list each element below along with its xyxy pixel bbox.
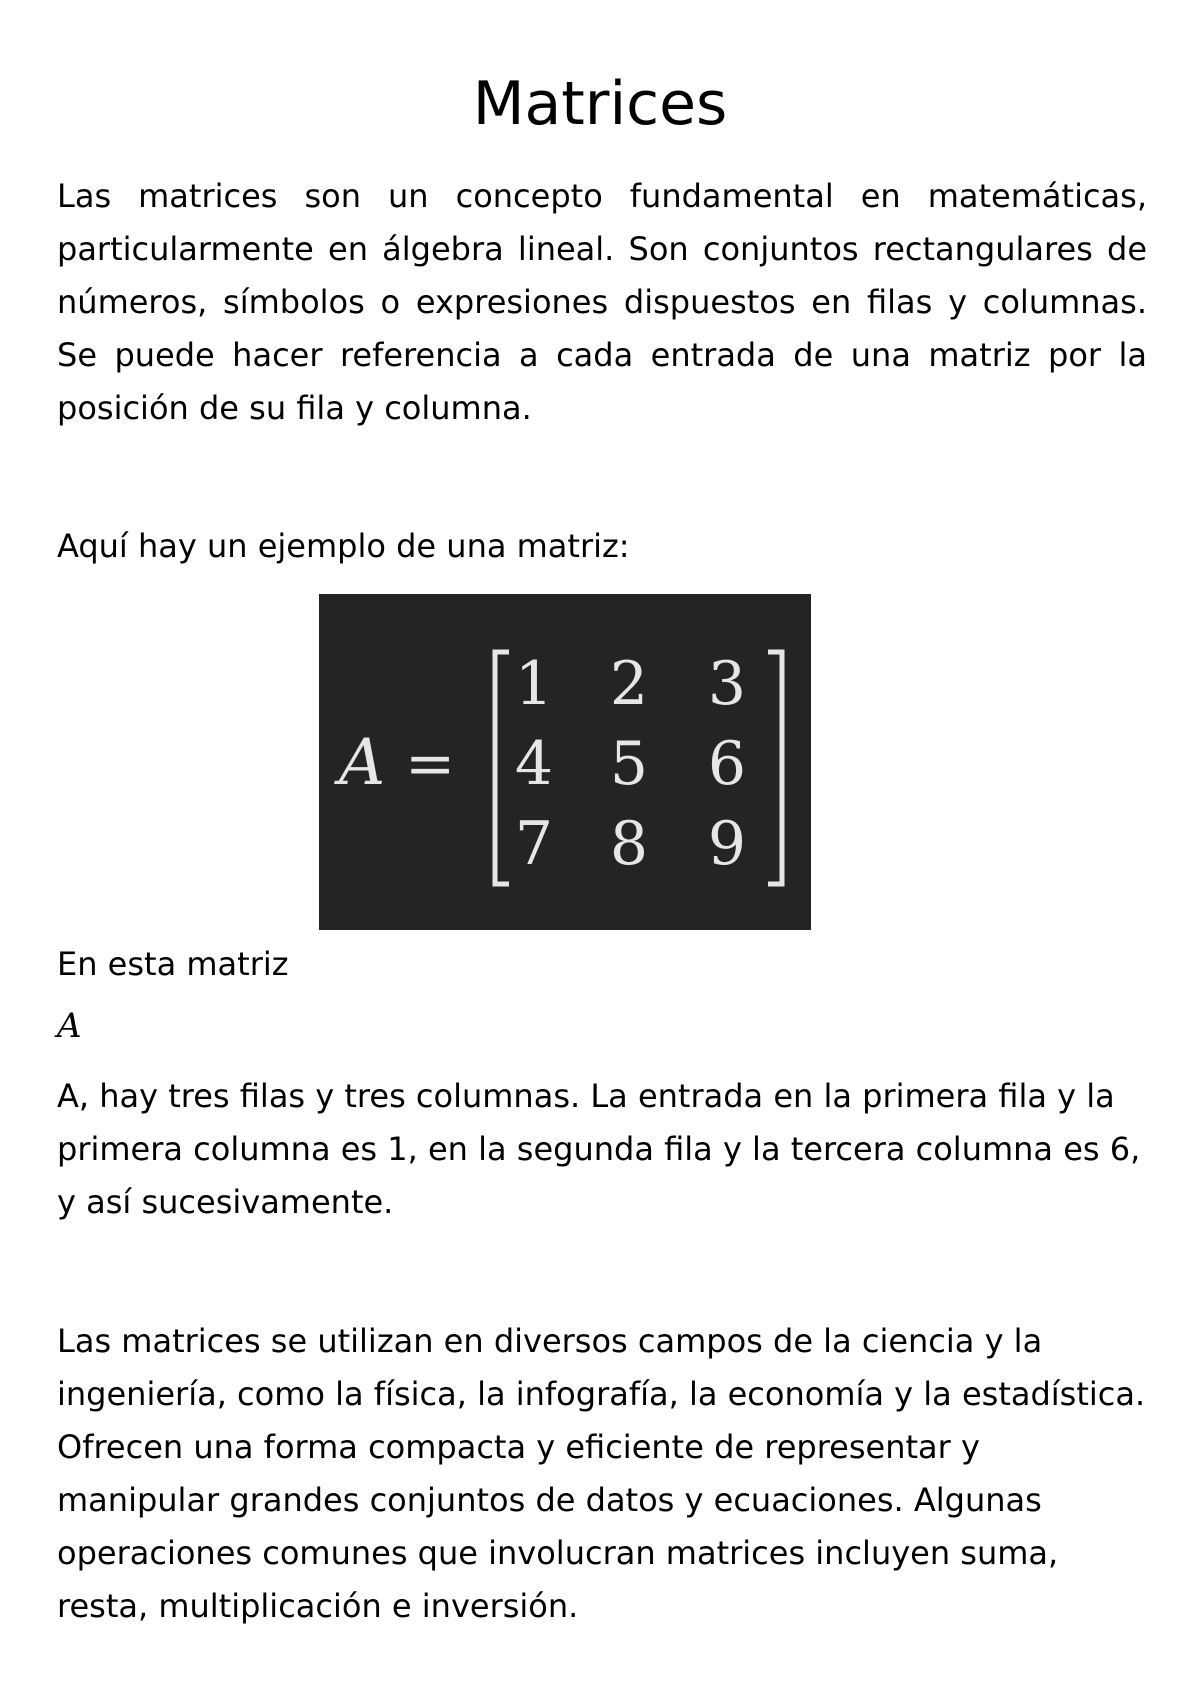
page-title: Matrices <box>472 69 728 139</box>
matrix-entry-r3-c1: 7 <box>514 809 554 879</box>
matrix-figure <box>319 594 811 930</box>
matrix-entry-r1-c1: 1 <box>514 649 554 719</box>
matrix-entry-r3-c3: 9 <box>707 809 747 879</box>
left-bracket <box>495 652 509 884</box>
matrix-explanation-paragraph: A, hay tres filas y tres columnas. La entrada en la primera fila y la primera columna es 1, en la segunda fila y la tercera columna es 6, y así sucesivamente. <box>57 1077 1141 1221</box>
matrix-entry-r2-c2: 5 <box>609 729 649 799</box>
matrix-label: A <box>339 726 386 800</box>
matrix-entry-r1-c2: 2 <box>609 649 649 719</box>
matrix-description-intro: En esta matriz <box>57 945 289 983</box>
matrix-image <box>319 594 811 930</box>
matrix-entry-r2-c1: 4 <box>514 729 554 799</box>
matrix-cells <box>515 649 746 879</box>
example-intro-paragraph: Aquí hay un ejemplo de una matriz: <box>57 527 630 565</box>
math-symbol-a: A <box>57 1006 82 1046</box>
applications-paragraph: Las matrices se utilizan en diversos campos de la ciencia y la ingeniería, como la física, la infografía, la economía y la estadística. Ofrecen una forma compacta y eficiente de representar y manipular grandes conjuntos de datos y ecuaciones. Algunas operaciones comunes que involucran matrices incluyen suma, resta, multiplicación e inversión. <box>57 1322 1146 1625</box>
matrix-entry-r3-c2: 8 <box>609 809 649 879</box>
matrix-equals-sign: = <box>405 729 456 799</box>
matrix-entry-r1-c3: 3 <box>707 649 747 719</box>
right-bracket <box>768 652 782 884</box>
intro-paragraph: Las matrices son un concepto fundamental en matemáticas, particularmente en álgebra lineal. Son conjuntos rectangulares de números, símbolos o expresiones dispuestos en filas y columnas. Se puede hacer referencia a cada entrada de una matriz por la posición de su fila y columna. <box>57 177 1147 427</box>
matrix-entry-r2-c3: 6 <box>707 729 747 799</box>
